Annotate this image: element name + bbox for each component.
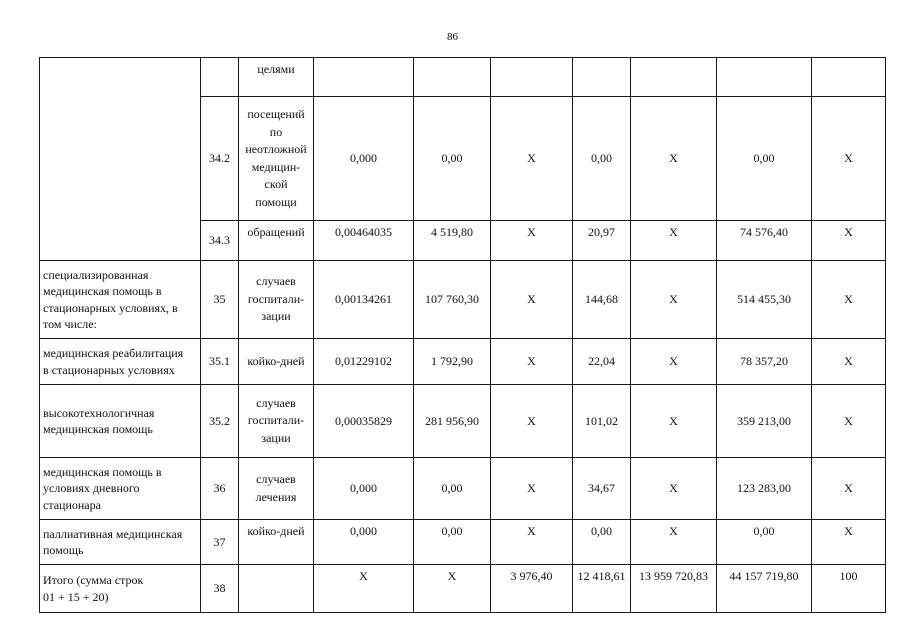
unit-cell <box>239 97 314 221</box>
unit-line: случаев <box>256 274 296 289</box>
page-number: 86 <box>447 31 458 43</box>
value-cell: 0,00035829 <box>314 385 414 458</box>
code-cell: 35 <box>201 261 239 339</box>
name-line: медицинская помощь <box>43 422 153 436</box>
value-cell: 123 283,00 <box>717 458 812 520</box>
value-cell: 107 760,30 <box>414 261 491 339</box>
name-cell-empty <box>40 58 201 261</box>
value-cell <box>573 58 631 97</box>
table-row <box>40 261 886 339</box>
value-cell: 0,00 <box>717 520 812 565</box>
value-cell: 78 357,20 <box>717 339 812 385</box>
value-cell: 0,000 <box>314 520 414 565</box>
unit-cell: койко-дней <box>239 520 314 565</box>
value-cell: X <box>812 385 886 458</box>
value-cell: X <box>812 221 886 261</box>
code-cell: 35.2 <box>201 385 239 458</box>
name-line: специализированная <box>43 267 149 282</box>
unit-line: помощи <box>255 194 297 209</box>
name-line: медицинская помощь в <box>43 284 162 298</box>
name-cell <box>40 261 201 339</box>
value-cell <box>414 58 491 97</box>
name-line: условиях дневного <box>43 481 140 496</box>
value-cell: 100 <box>812 565 886 613</box>
value-cell: 0,00 <box>414 520 491 565</box>
name-cell <box>40 458 201 520</box>
table-row <box>40 385 886 458</box>
value-cell: 514 455,30 <box>717 261 812 339</box>
name-line: стационарных условиях, в <box>43 300 178 315</box>
value-cell: X <box>812 261 886 339</box>
code-cell: 34.3 <box>201 221 239 261</box>
table-row <box>40 58 886 97</box>
value-cell: X <box>631 385 717 458</box>
unit-line: неотложной <box>245 142 307 156</box>
value-cell: X <box>631 97 717 221</box>
value-cell: X <box>491 221 573 261</box>
code-cell: 37 <box>201 520 239 565</box>
value-cell <box>314 58 414 97</box>
value-cell: 0,000 <box>314 97 414 221</box>
unit-cell: обращений <box>239 221 314 261</box>
code-cell: 38 <box>201 565 239 613</box>
value-cell: 3 976,40 <box>491 565 573 613</box>
name-line: медицинская реабилитация <box>43 346 184 360</box>
value-cell: X <box>491 97 573 221</box>
unit-line: зации <box>261 430 291 445</box>
value-cell <box>717 58 812 97</box>
value-cell <box>631 58 717 97</box>
unit-line: посещений <box>247 107 305 121</box>
unit-line: медицин- <box>251 159 301 174</box>
value-cell: 101,02 <box>573 385 631 458</box>
name-cell <box>40 520 201 565</box>
unit-line: госпитали- <box>247 291 305 306</box>
data-table <box>39 57 886 613</box>
value-cell: X <box>491 520 573 565</box>
unit-line: лечения <box>255 489 297 504</box>
table-row <box>40 458 886 520</box>
value-cell: X <box>812 520 886 565</box>
value-cell: X <box>631 339 717 385</box>
unit-line: ской <box>264 177 288 191</box>
value-cell: 0,00 <box>573 520 631 565</box>
value-cell: X <box>631 520 717 565</box>
value-cell: 22,04 <box>573 339 631 385</box>
value-cell: 0,00 <box>573 97 631 221</box>
value-cell: 12 418,61 <box>573 565 631 613</box>
name-cell <box>40 565 201 613</box>
value-cell: 20,97 <box>573 221 631 261</box>
name-line: стационара <box>43 497 101 512</box>
value-cell: X <box>314 565 414 613</box>
value-cell: X <box>491 339 573 385</box>
value-cell: 34,67 <box>573 458 631 520</box>
value-cell: X <box>414 565 491 613</box>
value-cell: 359 213,00 <box>717 385 812 458</box>
code-cell: 35.1 <box>201 339 239 385</box>
value-cell: 0,00134261 <box>314 261 414 339</box>
value-cell: X <box>631 261 717 339</box>
value-cell: 0,00 <box>717 97 812 221</box>
value-cell <box>812 58 886 97</box>
value-cell: X <box>491 261 573 339</box>
value-cell: X <box>812 458 886 520</box>
value-cell: 144,68 <box>573 261 631 339</box>
name-line: помощь <box>43 543 84 557</box>
unit-cell: койко-дней <box>239 339 314 385</box>
value-cell: 0,00464035 <box>314 221 414 261</box>
name-line: Итого (сумма строк <box>43 573 144 587</box>
value-cell: 281 956,90 <box>414 385 491 458</box>
unit-cell <box>239 458 314 520</box>
value-cell: 74 576,40 <box>717 221 812 261</box>
unit-cell <box>239 385 314 458</box>
name-line: в стационарных условиях <box>43 362 175 377</box>
code-cell: 36 <box>201 458 239 520</box>
value-cell: 0,01229102 <box>314 339 414 385</box>
unit-line: госпитали- <box>247 413 305 428</box>
name-line: паллиативная медицинская <box>43 526 183 541</box>
value-cell: 0,000 <box>314 458 414 520</box>
value-cell: X <box>631 221 717 261</box>
unit-line: случаев <box>256 395 296 410</box>
unit-line: случаев <box>256 472 296 486</box>
value-cell: 0,00 <box>414 97 491 221</box>
code-cell <box>201 58 239 97</box>
table-row <box>40 565 886 613</box>
unit-line: зации <box>261 309 291 324</box>
table-row <box>40 339 886 385</box>
unit-cell <box>239 261 314 339</box>
value-cell: 1 792,90 <box>414 339 491 385</box>
value-cell: 4 519,80 <box>414 221 491 261</box>
value-cell: X <box>631 458 717 520</box>
value-cell: X <box>812 97 886 221</box>
name-cell <box>40 385 201 458</box>
name-line: 01 + 15 + 20) <box>43 589 109 604</box>
value-cell: X <box>491 458 573 520</box>
name-line: высокотехнологичная <box>43 405 155 420</box>
unit-line: по <box>269 124 283 139</box>
value-cell: 13 959 720,83 <box>631 565 717 613</box>
table-row <box>40 520 886 565</box>
unit-cell <box>239 565 314 613</box>
value-cell: X <box>812 339 886 385</box>
value-cell <box>491 58 573 97</box>
value-cell: X <box>491 385 573 458</box>
value-cell: 0,00 <box>414 458 491 520</box>
name-line: медицинская помощь в <box>43 464 162 479</box>
name-line: том числе: <box>43 317 97 331</box>
value-cell: 44 157 719,80 <box>717 565 812 613</box>
unit-cell: целями <box>239 58 314 97</box>
code-cell: 34.2 <box>201 97 239 221</box>
name-cell <box>40 339 201 385</box>
